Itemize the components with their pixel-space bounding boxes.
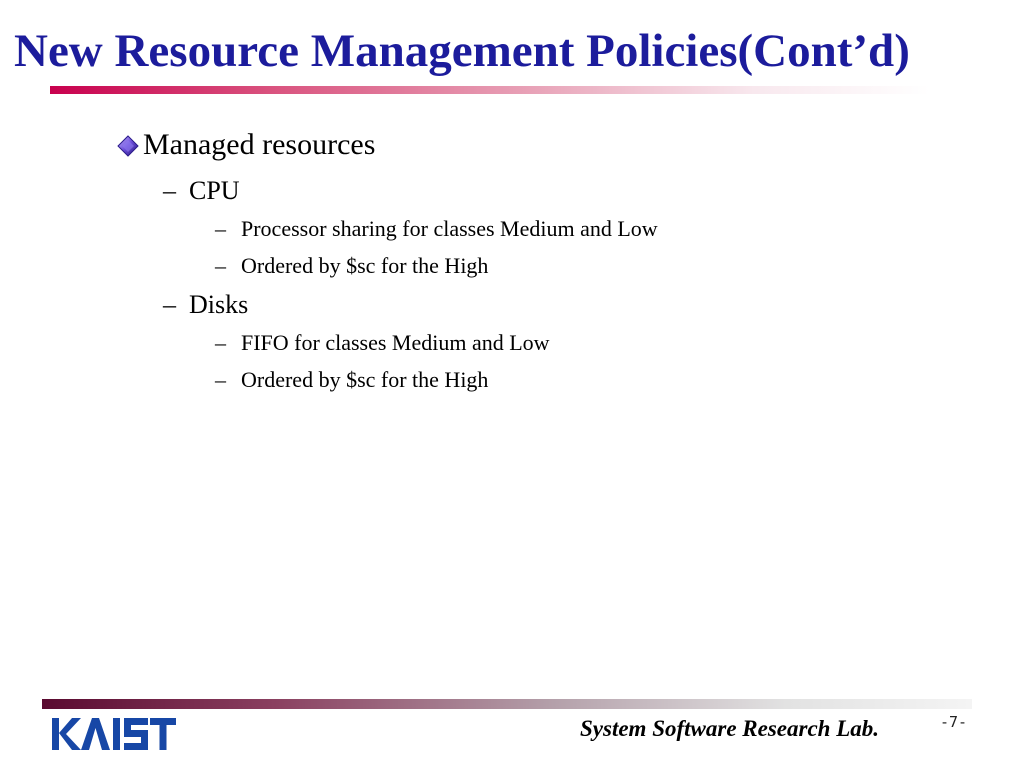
bullet-level3-item	[215, 253, 488, 279]
section-label: Disks	[189, 290, 249, 319]
bullet-level2-disks	[163, 290, 248, 320]
bullet-level3-item	[215, 367, 488, 393]
dash-marker: –	[215, 216, 226, 241]
bullet-level3-item	[215, 216, 658, 242]
item-text: Ordered by $sc for the High	[241, 367, 489, 392]
bullet-heading: Managed resources	[143, 128, 376, 161]
item-text: FIFO for classes Medium and Low	[241, 330, 550, 355]
footer-lab-name: System Software Research Lab.	[580, 716, 879, 741]
item-text: Ordered by $sc for the High	[241, 253, 489, 278]
dash-marker: –	[163, 176, 176, 205]
section-label: CPU	[189, 176, 240, 205]
footer-rule	[42, 699, 972, 709]
dash-marker: –	[215, 253, 226, 278]
slide-title: New Resource Management Policies(Cont’d)	[14, 25, 910, 77]
kaist-logo	[50, 715, 178, 758]
dash-marker: –	[163, 290, 176, 319]
title-underline-rule	[50, 86, 930, 94]
bullet-level3-item	[215, 330, 550, 356]
bullet-level2-cpu	[163, 176, 240, 206]
diamond-bullet-icon	[117, 135, 137, 155]
bullet-level1	[117, 128, 375, 162]
dash-marker: –	[215, 367, 226, 392]
dash-marker: –	[215, 330, 226, 355]
item-text: Processor sharing for classes Medium and Low	[241, 216, 658, 241]
page-number: -7-	[940, 713, 968, 731]
